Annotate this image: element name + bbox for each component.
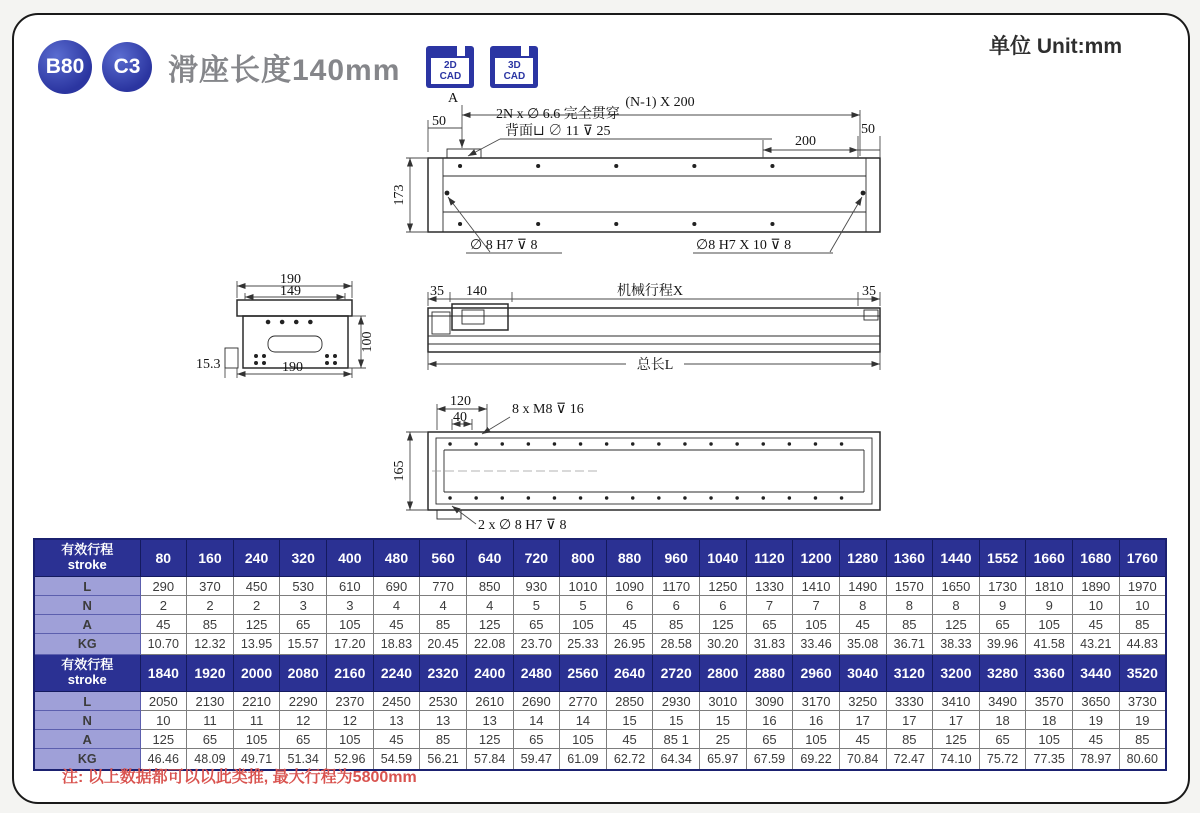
stroke-value: 640 <box>466 539 513 577</box>
cell-kg: 44.83 <box>1119 634 1166 655</box>
stroke-value: 1120 <box>746 539 793 577</box>
dim-190-bottom: 190 <box>282 360 303 375</box>
cell-kg: 35.08 <box>839 634 886 655</box>
stroke-value: 2640 <box>606 655 653 692</box>
stroke-value: 1440 <box>933 539 980 577</box>
stroke-value: 1360 <box>886 539 933 577</box>
cell-l: 3250 <box>839 692 886 711</box>
dim-100: 100 <box>360 331 375 353</box>
stroke-length-label: 机械行程X <box>616 284 684 299</box>
cell-l: 2690 <box>513 692 560 711</box>
cell-a: 45 <box>1073 730 1120 749</box>
cell-kg: 61.09 <box>560 749 607 771</box>
cell-a: 65 <box>979 615 1026 634</box>
total-length-label: 总长L <box>636 358 674 373</box>
dim-n1x200: (N-1) X 200 <box>625 95 695 110</box>
top-view-drawing <box>392 91 880 253</box>
model-badge: B80 <box>38 40 92 94</box>
cell-a: 45 <box>1073 615 1120 634</box>
cell-kg: 75.72 <box>979 749 1026 771</box>
cell-a: 85 <box>653 615 700 634</box>
cell-l: 2610 <box>466 692 513 711</box>
stroke-value: 2400 <box>466 655 513 692</box>
row-label-n: N <box>34 596 140 615</box>
cell-l: 2050 <box>140 692 187 711</box>
bottom-view-drawing <box>392 394 880 533</box>
cell-a: 85 <box>1119 615 1166 634</box>
dim-120: 120 <box>450 394 471 409</box>
cell-a: 105 <box>233 730 280 749</box>
cell-kg: 39.96 <box>979 634 1026 655</box>
side-view-drawing <box>428 282 880 373</box>
cell-a: 105 <box>560 615 607 634</box>
cell-l: 3570 <box>1026 692 1073 711</box>
cell-l: 2130 <box>187 692 234 711</box>
cell-l: 770 <box>420 577 467 596</box>
cell-kg: 70.84 <box>839 749 886 771</box>
cell-l: 2210 <box>233 692 280 711</box>
cell-kg: 72.47 <box>886 749 933 771</box>
cell-a: 125 <box>233 615 280 634</box>
cell-l: 290 <box>140 577 187 596</box>
cad-3d-button[interactable] <box>490 46 538 88</box>
cell-a: 105 <box>1026 730 1073 749</box>
cell-a: 105 <box>793 615 840 634</box>
dim-35-left: 35 <box>430 284 444 299</box>
cell-n: 2 <box>187 596 234 615</box>
stroke-value: 240 <box>233 539 280 577</box>
cell-l: 1490 <box>839 577 886 596</box>
stroke-value: 2480 <box>513 655 560 692</box>
cell-kg: 51.34 <box>280 749 327 771</box>
cell-l: 2290 <box>280 692 327 711</box>
stroke-value: 2080 <box>280 655 327 692</box>
cell-l: 3410 <box>933 692 980 711</box>
cell-a: 105 <box>1026 615 1073 634</box>
cell-l: 1170 <box>653 577 700 596</box>
cell-l: 1090 <box>606 577 653 596</box>
cell-n: 7 <box>793 596 840 615</box>
cell-kg: 33.46 <box>793 634 840 655</box>
stroke-value: 1660 <box>1026 539 1073 577</box>
cell-a: 125 <box>933 615 980 634</box>
cell-kg: 74.10 <box>933 749 980 771</box>
section-view-drawing <box>196 272 375 378</box>
cell-l: 370 <box>187 577 234 596</box>
row-label-kg: KG <box>34 634 140 655</box>
cell-kg: 12.32 <box>187 634 234 655</box>
cell-n: 10 <box>140 711 187 730</box>
cell-kg: 13.95 <box>233 634 280 655</box>
cell-a: 125 <box>933 730 980 749</box>
cell-n: 5 <box>513 596 560 615</box>
cell-n: 10 <box>1119 596 1166 615</box>
cad-3d-label <box>495 58 533 84</box>
cell-kg: 23.70 <box>513 634 560 655</box>
stroke-value: 720 <box>513 539 560 577</box>
cell-l: 3490 <box>979 692 1026 711</box>
cell-n: 17 <box>886 711 933 730</box>
cell-l: 3330 <box>886 692 933 711</box>
cad-2d-line2: CAD <box>439 71 462 82</box>
cell-l: 1730 <box>979 577 1026 596</box>
cell-n: 18 <box>1026 711 1073 730</box>
cell-kg: 59.47 <box>513 749 560 771</box>
dim-200: 200 <box>795 134 816 149</box>
cell-l: 3010 <box>700 692 747 711</box>
cell-n: 2 <box>140 596 187 615</box>
stroke-value: 2800 <box>700 655 747 692</box>
cell-l: 1330 <box>746 577 793 596</box>
cell-kg: 56.21 <box>420 749 467 771</box>
cell-a: 85 <box>420 730 467 749</box>
stroke-value: 160 <box>187 539 234 577</box>
cell-l: 2770 <box>560 692 607 711</box>
cell-l: 3650 <box>1073 692 1120 711</box>
cell-n: 11 <box>187 711 234 730</box>
stroke-value: 1280 <box>839 539 886 577</box>
cell-l: 450 <box>233 577 280 596</box>
stroke-value: 560 <box>420 539 467 577</box>
stroke-value: 1840 <box>140 655 187 692</box>
cell-l: 2850 <box>606 692 653 711</box>
cell-l: 1810 <box>1026 577 1073 596</box>
cell-a: 45 <box>373 730 420 749</box>
cell-n: 6 <box>653 596 700 615</box>
row-label-l: L <box>34 577 140 596</box>
cell-n: 7 <box>746 596 793 615</box>
cell-n: 13 <box>420 711 467 730</box>
cell-a: 45 <box>839 615 886 634</box>
stroke-value: 1680 <box>1073 539 1120 577</box>
cell-n: 10 <box>1073 596 1120 615</box>
cell-a: 45 <box>140 615 187 634</box>
row-label-l: L <box>34 692 140 711</box>
dim-165: 165 <box>392 460 407 482</box>
cell-a: 105 <box>793 730 840 749</box>
stroke-value: 320 <box>280 539 327 577</box>
cell-a: 45 <box>606 615 653 634</box>
callout-m8: 8 x M8 ⊽ 16 <box>512 402 584 417</box>
cell-n: 16 <box>746 711 793 730</box>
cell-l: 930 <box>513 577 560 596</box>
dim-15-3: 15.3 <box>196 357 221 372</box>
cell-l: 1970 <box>1119 577 1166 596</box>
cell-l: 1410 <box>793 577 840 596</box>
cell-a: 85 <box>1119 730 1166 749</box>
cell-n: 19 <box>1073 711 1120 730</box>
dim-a: A <box>448 91 459 106</box>
row-label-a: A <box>34 615 140 634</box>
cad-2d-button[interactable] <box>426 46 474 88</box>
cell-a: 125 <box>140 730 187 749</box>
stroke-value: 2240 <box>373 655 420 692</box>
cell-n: 6 <box>606 596 653 615</box>
cell-l: 850 <box>466 577 513 596</box>
cell-n: 13 <box>466 711 513 730</box>
callout-dowel-bottom: 2 x ∅ 8 H7 ⊽ 8 <box>478 518 567 533</box>
footnote: 注: 以上数据都可以以此类推, 最大行程为5800mm <box>62 769 417 786</box>
cell-kg: 52.96 <box>327 749 374 771</box>
cell-l: 1570 <box>886 577 933 596</box>
cell-l: 2530 <box>420 692 467 711</box>
cell-l: 2930 <box>653 692 700 711</box>
cell-n: 17 <box>933 711 980 730</box>
cell-kg: 18.83 <box>373 634 420 655</box>
cell-a: 65 <box>746 615 793 634</box>
cell-n: 17 <box>839 711 886 730</box>
cell-kg: 38.33 <box>933 634 980 655</box>
cell-l: 610 <box>327 577 374 596</box>
cell-a: 85 <box>886 730 933 749</box>
cell-kg: 22.08 <box>466 634 513 655</box>
stroke-value: 880 <box>606 539 653 577</box>
cell-l: 2450 <box>373 692 420 711</box>
cell-kg: 28.58 <box>653 634 700 655</box>
cell-n: 4 <box>466 596 513 615</box>
dim-40: 40 <box>453 410 467 425</box>
cell-a: 125 <box>466 730 513 749</box>
cell-n: 11 <box>233 711 280 730</box>
row-label-n: N <box>34 711 140 730</box>
stroke-value: 3440 <box>1073 655 1120 692</box>
cell-n: 15 <box>606 711 653 730</box>
stroke-value: 1760 <box>1119 539 1166 577</box>
cell-l: 530 <box>280 577 327 596</box>
cell-a: 85 <box>187 615 234 634</box>
stroke-value: 80 <box>140 539 187 577</box>
cell-n: 15 <box>700 711 747 730</box>
cell-kg: 49.71 <box>233 749 280 771</box>
cell-kg: 43.21 <box>1073 634 1120 655</box>
dim-35-right: 35 <box>862 284 876 299</box>
cell-kg: 77.35 <box>1026 749 1073 771</box>
cell-n: 18 <box>979 711 1026 730</box>
stroke-value: 480 <box>373 539 420 577</box>
cell-n: 8 <box>933 596 980 615</box>
cell-n: 12 <box>327 711 374 730</box>
cell-l: 1650 <box>933 577 980 596</box>
stroke-table-body <box>34 539 1166 770</box>
cell-kg: 41.58 <box>1026 634 1073 655</box>
cell-kg: 48.09 <box>187 749 234 771</box>
callout-dowel-left: ∅ 8 H7 ⊽ 8 <box>470 238 538 253</box>
stroke-row-header: 有效行程 stroke <box>34 655 140 692</box>
cell-n: 19 <box>1119 711 1166 730</box>
cell-l: 3170 <box>793 692 840 711</box>
row-label-a: A <box>34 730 140 749</box>
cell-a: 65 <box>513 615 560 634</box>
dim-190-top: 190 <box>280 272 301 287</box>
hole-callout-line1: 2N x ∅ 6.6 完全贯穿 <box>496 107 620 122</box>
cell-l: 690 <box>373 577 420 596</box>
cell-l: 3090 <box>746 692 793 711</box>
cell-l: 1010 <box>560 577 607 596</box>
cell-kg: 65.97 <box>700 749 747 771</box>
cell-n: 14 <box>513 711 560 730</box>
cell-n: 6 <box>700 596 747 615</box>
cell-a: 65 <box>513 730 560 749</box>
cell-kg: 62.72 <box>606 749 653 771</box>
stroke-value: 3200 <box>933 655 980 692</box>
stroke-value: 1040 <box>700 539 747 577</box>
dim-173: 173 <box>392 184 407 206</box>
cell-n: 9 <box>979 596 1026 615</box>
cell-a: 65 <box>280 730 327 749</box>
stroke-value: 1200 <box>793 539 840 577</box>
cell-kg: 80.60 <box>1119 749 1166 771</box>
brand-row <box>38 40 538 94</box>
stroke-value: 3520 <box>1119 655 1166 692</box>
cell-a: 45 <box>373 615 420 634</box>
cell-n: 5 <box>560 596 607 615</box>
stroke-value: 800 <box>560 539 607 577</box>
row-label-kg: KG <box>34 749 140 771</box>
cell-a: 105 <box>327 730 374 749</box>
cell-n: 2 <box>233 596 280 615</box>
cell-kg: 36.71 <box>886 634 933 655</box>
cell-kg: 31.83 <box>746 634 793 655</box>
cell-l: 3730 <box>1119 692 1166 711</box>
cell-a: 45 <box>839 730 886 749</box>
dim-50-right: 50 <box>861 122 875 137</box>
stroke-value: 2160 <box>327 655 374 692</box>
cell-a: 105 <box>560 730 607 749</box>
stroke-value: 1552 <box>979 539 1026 577</box>
dim-149: 149 <box>280 284 301 299</box>
cell-a: 65 <box>280 615 327 634</box>
cell-n: 4 <box>420 596 467 615</box>
dim-50-left: 50 <box>432 114 446 129</box>
cell-n: 8 <box>886 596 933 615</box>
cell-l: 1250 <box>700 577 747 596</box>
cell-a: 65 <box>979 730 1026 749</box>
cell-n: 3 <box>327 596 374 615</box>
cad-3d-line1: 3D <box>508 59 521 71</box>
stroke-value: 2720 <box>653 655 700 692</box>
cell-kg: 17.20 <box>327 634 374 655</box>
stroke-value: 2000 <box>233 655 280 692</box>
cell-a: 125 <box>700 615 747 634</box>
stroke-value: 2880 <box>746 655 793 692</box>
stroke-value: 2560 <box>560 655 607 692</box>
callout-dowel-right: ∅8 H7 X 10 ⊽ 8 <box>696 238 792 253</box>
cell-kg: 15.57 <box>280 634 327 655</box>
stroke-value: 3280 <box>979 655 1026 692</box>
cell-n: 13 <box>373 711 420 730</box>
cell-n: 8 <box>839 596 886 615</box>
cell-kg: 10.70 <box>140 634 187 655</box>
stroke-value: 3120 <box>886 655 933 692</box>
cell-n: 4 <box>373 596 420 615</box>
dim-140: 140 <box>466 284 487 299</box>
stroke-value: 3360 <box>1026 655 1073 692</box>
cell-n: 16 <box>793 711 840 730</box>
stroke-value: 2960 <box>793 655 840 692</box>
cad-2d-label <box>431 58 469 84</box>
stroke-value: 400 <box>327 539 374 577</box>
cell-n: 9 <box>1026 596 1073 615</box>
stroke-value: 1920 <box>187 655 234 692</box>
cell-n: 12 <box>280 711 327 730</box>
stroke-value: 2320 <box>420 655 467 692</box>
cell-a: 85 <box>886 615 933 634</box>
unit-label: 单位 Unit:mm <box>989 35 1122 58</box>
cell-kg: 46.46 <box>140 749 187 771</box>
cell-n: 3 <box>280 596 327 615</box>
cell-kg: 26.95 <box>606 634 653 655</box>
cell-kg: 25.33 <box>560 634 607 655</box>
cell-n: 15 <box>653 711 700 730</box>
cell-a: 85 1 <box>653 730 700 749</box>
stroke-table <box>33 538 1167 771</box>
cell-a: 105 <box>327 615 374 634</box>
cell-n: 14 <box>560 711 607 730</box>
page-title: 滑座长度140mm <box>168 54 401 87</box>
cell-a: 65 <box>187 730 234 749</box>
cad-2d-line1: 2D <box>444 59 457 71</box>
cell-kg: 64.34 <box>653 749 700 771</box>
cell-a: 45 <box>606 730 653 749</box>
stroke-row-header: 有效行程 stroke <box>34 539 140 577</box>
cell-kg: 67.59 <box>746 749 793 771</box>
stroke-value: 960 <box>653 539 700 577</box>
cell-l: 1890 <box>1073 577 1120 596</box>
cell-kg: 54.59 <box>373 749 420 771</box>
cell-kg: 78.97 <box>1073 749 1120 771</box>
variant-badge: C3 <box>102 42 152 92</box>
stroke-value: 3040 <box>839 655 886 692</box>
cell-a: 65 <box>746 730 793 749</box>
cad-3d-line2: CAD <box>503 71 526 82</box>
cell-kg: 69.22 <box>793 749 840 771</box>
cell-kg: 57.84 <box>466 749 513 771</box>
cell-kg: 20.45 <box>420 634 467 655</box>
cell-l: 2370 <box>327 692 374 711</box>
cell-a: 25 <box>700 730 747 749</box>
cell-a: 85 <box>420 615 467 634</box>
cell-a: 125 <box>466 615 513 634</box>
cad-download-group <box>426 46 538 88</box>
cell-kg: 30.20 <box>700 634 747 655</box>
hole-callout-line2: 背面⊔ ∅ 11 ⊽ 25 <box>505 124 611 139</box>
